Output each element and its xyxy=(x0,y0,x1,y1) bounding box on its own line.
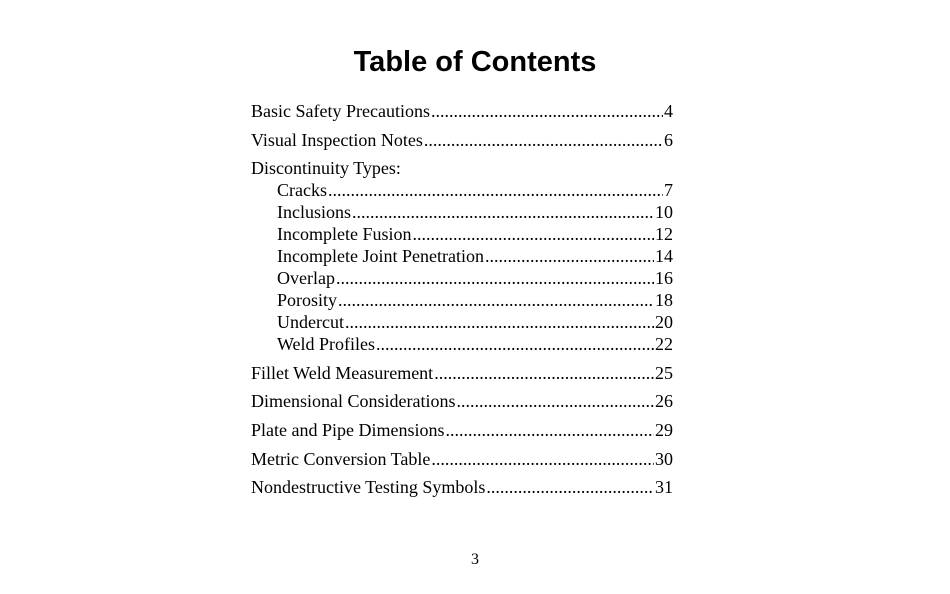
toc-entry-label: Metric Conversion Table xyxy=(251,448,431,469)
toc-subentry-weld-profiles[interactable] xyxy=(251,333,673,355)
toc-subentry-incomplete-joint-penetration[interactable] xyxy=(251,245,673,267)
toc-entry-label: Fillet Weld Measurement xyxy=(251,362,434,383)
toc-entry-label: Inclusions xyxy=(277,202,351,223)
toc-subentry-inclusions[interactable] xyxy=(251,201,673,223)
toc-entry-page: 6 xyxy=(664,129,673,150)
dot-leader xyxy=(456,390,654,412)
toc-entry-page: 26 xyxy=(655,391,673,412)
toc-entry-label: Visual Inspection Notes xyxy=(251,129,423,150)
dot-leader xyxy=(485,245,654,267)
dot-leader xyxy=(376,333,654,355)
toc-entry-basic-safety-precautions[interactable] xyxy=(251,100,673,122)
toc-entry-label: Incomplete Fusion xyxy=(277,224,412,245)
toc-entry-page: 10 xyxy=(655,202,673,223)
dot-leader xyxy=(352,201,654,223)
toc-section-heading-discontinuity-types: Discontinuity Types: xyxy=(251,158,401,179)
toc-entry-plate-and-pipe-dimensions[interactable] xyxy=(251,419,673,441)
toc-subentry-porosity[interactable] xyxy=(251,289,673,311)
toc-subentry-incomplete-fusion[interactable] xyxy=(251,223,673,245)
toc-entry-page: 20 xyxy=(655,312,673,333)
dot-leader xyxy=(338,289,654,311)
dot-leader xyxy=(434,362,654,384)
dot-leader xyxy=(336,267,654,289)
toc-subentry-overlap[interactable] xyxy=(251,267,673,289)
dot-leader xyxy=(412,223,654,245)
toc-entry-label: Nondestructive Testing Symbols xyxy=(251,477,486,498)
dot-leader xyxy=(431,100,663,122)
toc-entry-page: 12 xyxy=(655,224,673,245)
dot-leader xyxy=(345,311,654,333)
toc-entry-page: 29 xyxy=(655,419,673,440)
toc-entry-fillet-weld-measurement[interactable] xyxy=(251,362,673,384)
dot-leader xyxy=(445,419,654,441)
dot-leader xyxy=(424,129,663,151)
dot-leader xyxy=(328,179,663,201)
toc-subentry-undercut[interactable] xyxy=(251,311,673,333)
toc-entry-page: 7 xyxy=(664,180,673,201)
toc-entry-page: 16 xyxy=(655,268,673,289)
toc-entry-metric-conversion-table[interactable] xyxy=(251,448,673,470)
toc-entry-page: 30 xyxy=(655,448,673,469)
toc-entry-nondestructive-testing-symbols[interactable] xyxy=(251,476,673,498)
page-number: 3 xyxy=(471,551,479,568)
toc-entry-page: 14 xyxy=(655,246,673,267)
toc-entry-label: Overlap xyxy=(277,268,335,289)
toc-entry-label: Incomplete Joint Penetration xyxy=(277,246,484,267)
page-title: Table of Contents xyxy=(353,46,597,78)
toc-entry-page: 4 xyxy=(664,101,673,121)
toc-entry-label: Undercut xyxy=(277,312,344,333)
toc-entry-label: Weld Profiles xyxy=(277,334,376,355)
toc-entry-dimensional-considerations[interactable] xyxy=(251,390,673,412)
dot-leader xyxy=(486,476,654,498)
toc-entry-visual-inspection-notes[interactable] xyxy=(251,129,673,151)
toc-entry-label: Basic Safety Precautions xyxy=(251,101,430,121)
toc-entry-page: 31 xyxy=(655,477,673,498)
toc-entry-label: Porosity xyxy=(277,290,338,311)
toc-entry-page: 22 xyxy=(655,334,673,355)
toc-subentry-cracks[interactable] xyxy=(251,179,673,201)
dot-leader xyxy=(431,448,654,470)
toc-entry-label: Plate and Pipe Dimensions xyxy=(251,419,445,440)
toc-entry-page: 18 xyxy=(655,290,673,311)
toc-entry-label: Cracks xyxy=(277,180,327,201)
table-of-contents xyxy=(251,100,673,498)
toc-entry-label: Dimensional Considerations xyxy=(251,391,456,412)
toc-entry-page: 25 xyxy=(655,362,673,383)
